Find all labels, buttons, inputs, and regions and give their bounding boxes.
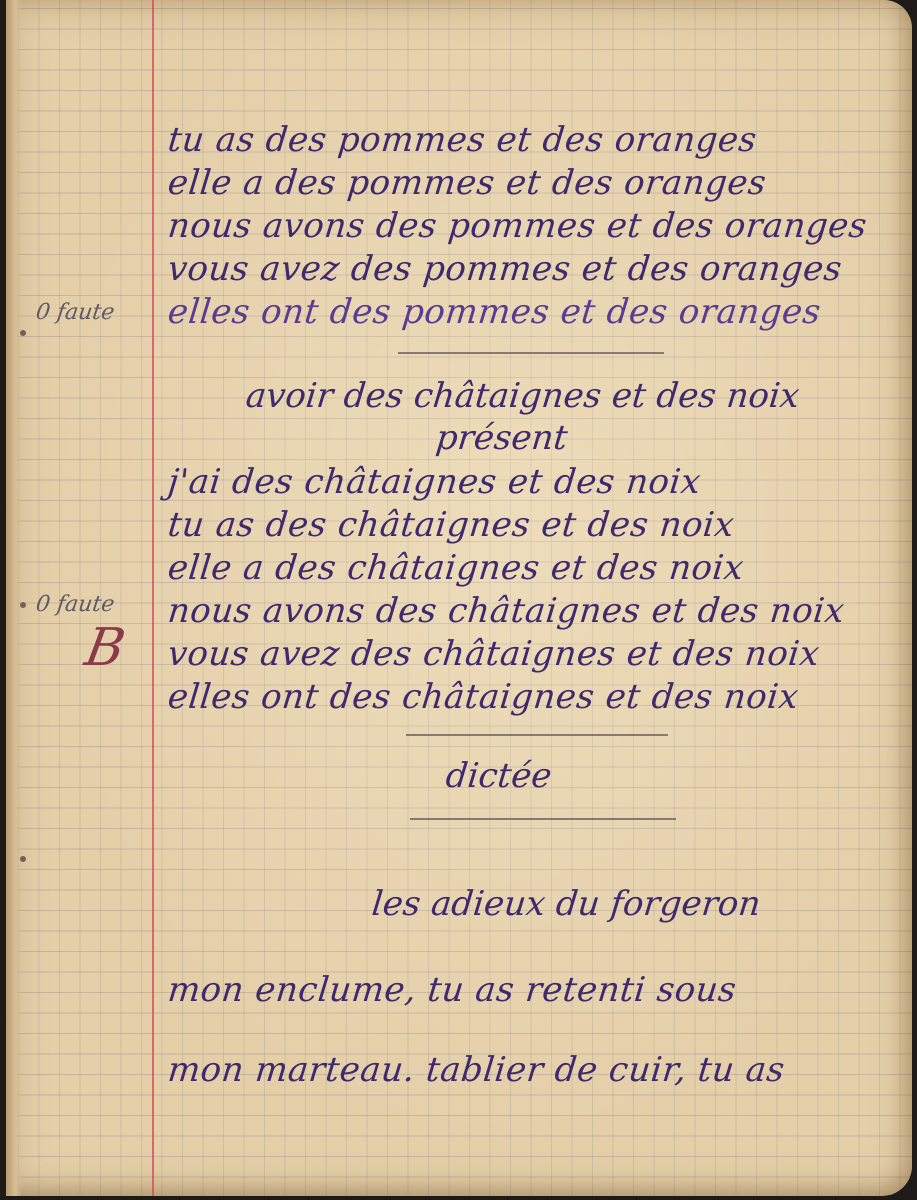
conjugation-line: elle a des châtaignes et des noix — [165, 548, 746, 588]
section-divider — [410, 818, 676, 820]
staple-hole — [20, 602, 26, 608]
conjugation-line: nous avons des pommes et des oranges — [165, 206, 869, 246]
conjugation-line: tu as des pommes et des oranges — [165, 120, 759, 160]
conjugation-line: nous avons des châtaignes et des noix — [165, 591, 847, 631]
notebook-page — [6, 0, 912, 1196]
conjugation-line: vous avez des pommes et des oranges — [165, 249, 844, 289]
margin-line — [152, 0, 154, 1196]
staple-hole — [20, 330, 26, 336]
conjugation-line: elle a des pommes et des oranges — [165, 163, 769, 203]
section-divider — [398, 352, 664, 354]
tense-heading: présent — [433, 418, 570, 458]
conjugation-line: elles ont des pommes et des oranges — [165, 292, 823, 332]
conjugation-line: j'ai des châtaignes et des noix — [165, 462, 703, 502]
dictation-line: mon marteau. tablier de cuir, tu as — [165, 1050, 787, 1090]
dictation-line: mon enclume, tu as retenti sous — [165, 970, 739, 1010]
section-divider — [406, 734, 668, 736]
grade-note: 0 faute — [34, 300, 117, 325]
dictation-heading: dictée — [443, 756, 554, 796]
conjugation-line: vous avez des châtaignes et des noix — [165, 634, 822, 674]
page-spine — [6, 0, 22, 1196]
staple-hole — [20, 856, 26, 862]
conjugation-line: elles ont des châtaignes et des noix — [165, 677, 801, 717]
teacher-mark: B — [80, 618, 130, 678]
conjugation-line: tu as des châtaignes et des noix — [165, 505, 737, 545]
grade-note: 0 faute — [34, 592, 117, 617]
exercise-title: avoir des châtaignes et des noix — [243, 376, 802, 416]
dictation-title: les adieux du forgeron — [369, 884, 763, 924]
